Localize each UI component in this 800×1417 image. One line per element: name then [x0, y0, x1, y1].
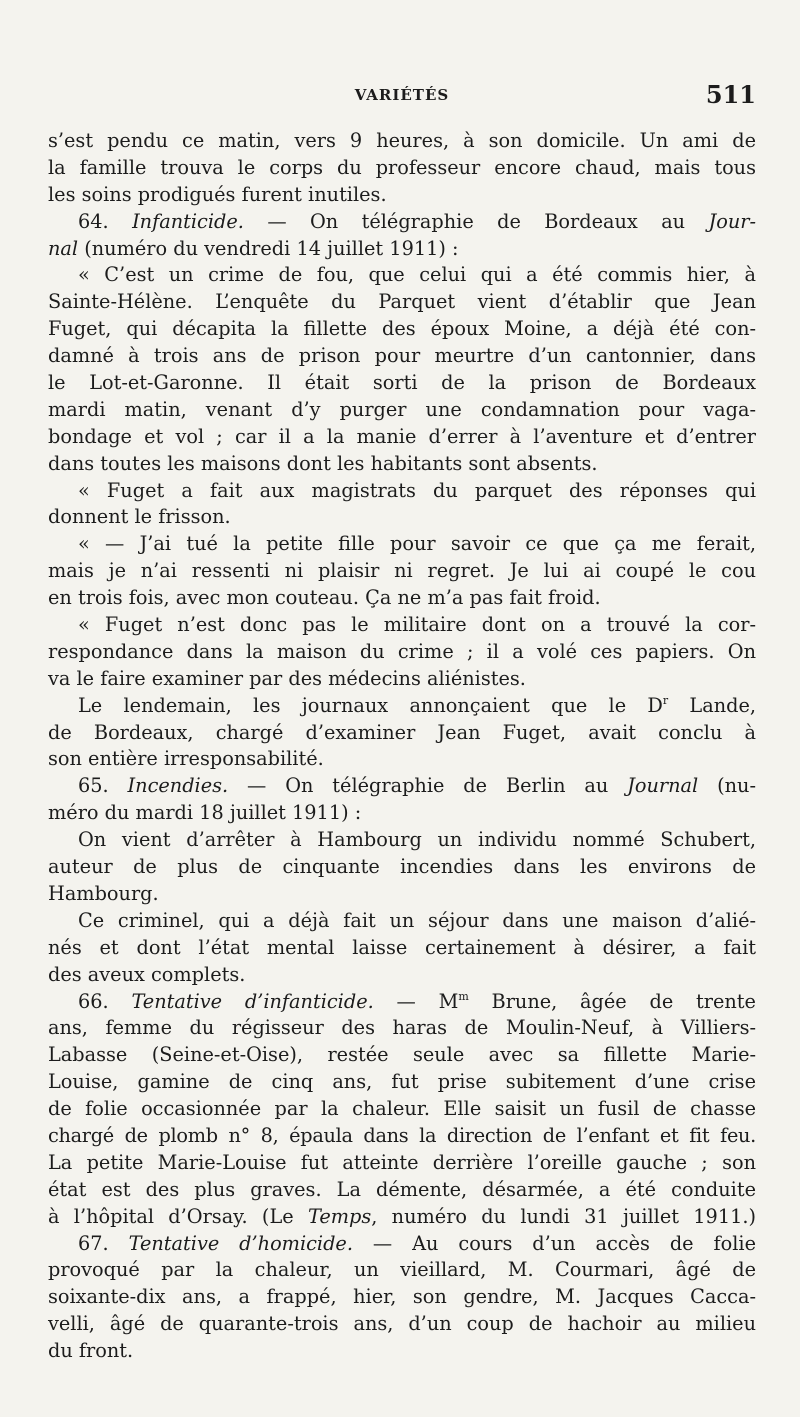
- text-line: à l’hôpital d’Orsay. (Le Temps, numéro du lundi 31 juillet 1911.): [48, 1204, 756, 1228]
- text-line: auteur de plus de cinquante incendies dans les environs de: [48, 855, 756, 879]
- text-line: va le faire examiner par des médecins aliénistes.: [48, 666, 526, 690]
- text-line: provoqué par la chaleur, un vieillard, M. Courmari, âgé de: [48, 1258, 756, 1282]
- text-line: méro du mardi 18 juillet 1911) :: [48, 801, 362, 825]
- text-line: Hambourg.: [48, 881, 159, 905]
- section-heading-line: 64. Infanticide. — On télégraphie de Bordeaux au Jour-: [78, 209, 756, 233]
- page-header: [48, 80, 756, 120]
- text-line: « — J’ai tué la petite fille pour savoir ce que ça me ferait,: [78, 532, 756, 556]
- section-title: Incendies.: [127, 774, 229, 798]
- text-line: ans, femme du régisseur des haras de Moulin-Neuf, à Villiers-: [48, 1016, 756, 1040]
- text-line: Le lendemain, les journaux annonçaient que le $D^r$ Lande,: [78, 693, 756, 717]
- text-line: de folie occasionnée par la chaleur. Elle saisit un fusil de chasse: [48, 1097, 756, 1121]
- section-title: Tentative d’infanticide.: [131, 989, 374, 1013]
- text-line: les soins prodigués furent inutiles.: [48, 182, 387, 206]
- text-line: « Fuget a fait aux magistrats du parquet des réponses qui: [78, 478, 756, 502]
- section-heading-line: 66. Tentative d’infanticide. — $M^m$ Brune, âgée de trente: [78, 989, 756, 1013]
- text-line: du front.: [48, 1339, 134, 1363]
- text-line: Labasse (Seine-et-Oise), restée seule avec sa fillette Marie-: [48, 1043, 756, 1067]
- text-line: bondage et vol ; car il a la manie d’errer à l’aventure et d’entrer: [48, 424, 756, 448]
- text-line: le Lot-et-Garonne. Il était sorti de la prison de Bordeaux: [48, 371, 756, 395]
- text-line: chargé de plomb n° 8, épaula dans la direction de l’enfant et fit feu.: [48, 1123, 756, 1147]
- text-line: des aveux complets.: [48, 962, 246, 986]
- section-title: Tentative d’homicide.: [128, 1231, 353, 1255]
- text-line: nés et dont l’état mental laisse certainement à désirer, a fait: [48, 935, 756, 959]
- text-line: donnent le frisson.: [48, 505, 231, 529]
- text-line: dans toutes les maisons dont les habitants sont absents.: [48, 451, 598, 475]
- running-title: VARIÉTÉS: [354, 86, 450, 104]
- text-line: Louise, gamine de cinq ans, fut prise subitement d’une crise: [48, 1070, 756, 1094]
- section-title: Infanticide.: [132, 209, 244, 233]
- text-line: la famille trouva le corps du professeur encore chaud, mais tous: [48, 155, 756, 179]
- text-line: Ce criminel, qui a déjà fait un séjour dans une maison d’alié-: [78, 908, 756, 932]
- text-line: mais je n’ai ressenti ni plaisir ni regret. Je lui ai coupé le cou: [48, 559, 756, 583]
- text-line: damné à trois ans de prison pour meurtre d’un cantonnier, dans: [48, 344, 756, 368]
- text-line: La petite Marie-Louise fut atteinte derrière l’oreille gauche ; son: [48, 1150, 756, 1174]
- page-number: 511: [705, 80, 756, 109]
- section-heading-line: 67. Tentative d’homicide. — Au cours d’un accès de folie: [78, 1231, 756, 1255]
- text-line: « Fuget n’est donc pas le militaire dont on a trouvé la cor-: [78, 613, 756, 637]
- text-line: On vient d’arrêter à Hambourg un individu nommé Schubert,: [78, 828, 756, 852]
- text-line: « C’est un crime de fou, que celui qui a été commis hier, à: [78, 263, 756, 287]
- section-heading-line: 65. Incendies. — On télégraphie de Berlin au Journal (nu-: [78, 774, 756, 798]
- text-line: Fuget, qui décapita la fillette des époux Moine, a déjà été con-: [48, 317, 756, 341]
- text-line: s’est pendu ce matin, vers 9 heures, à son domicile. Un ami de: [48, 129, 756, 152]
- text-line: de Bordeaux, chargé d’examiner Jean Fuget, avait conclu à: [48, 720, 756, 744]
- text-line: velli, âgé de quarante-trois ans, d’un coup de hachoir au milieu: [48, 1312, 756, 1336]
- text-line: nal (numéro du vendredi 14 juillet 1911) :: [48, 236, 459, 260]
- body-text: [48, 128, 756, 1365]
- text-line: respondance dans la maison du crime ; il a volé ces papiers. On: [48, 639, 756, 663]
- text-line: son entière irresponsabilité.: [48, 747, 324, 771]
- text-line: Sainte-Hélène. L’enquête du Parquet vient d’établir que Jean: [48, 290, 756, 314]
- text-line: mardi matin, venant d’y purger une condamnation pour vaga-: [48, 397, 756, 421]
- text-line: état est des plus graves. La démente, désarmée, a été conduite: [48, 1177, 756, 1201]
- text-line: soixante-dix ans, a frappé, hier, son gendre, M. Jacques Cacca-: [48, 1285, 756, 1309]
- text-line: en trois fois, avec mon couteau. Ça ne m’a pas fait froid.: [48, 586, 601, 610]
